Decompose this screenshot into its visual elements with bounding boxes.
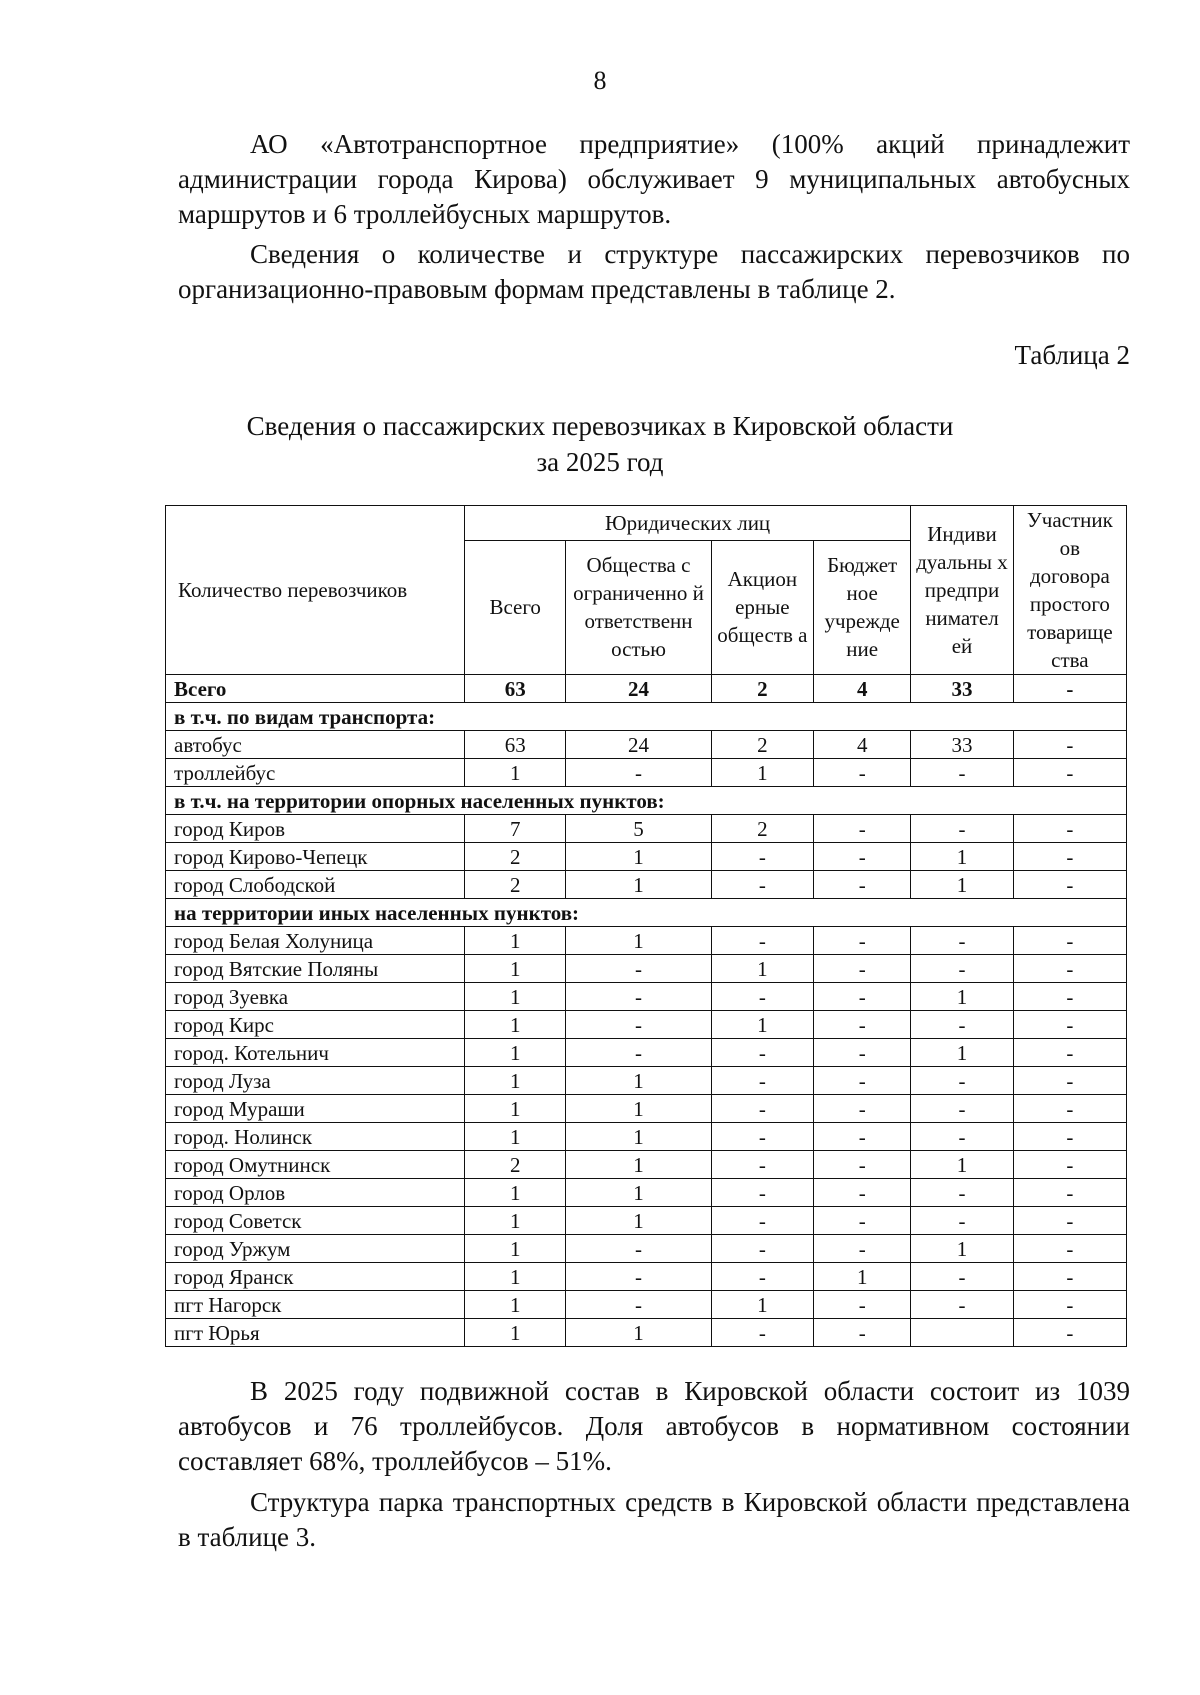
header-count: Количество перевозчиков [166,506,465,675]
table-title [0,408,1200,480]
table-cell: 4 [814,675,911,703]
row-label: город Яранск [166,1263,465,1291]
table-cell: 1 [566,1179,711,1207]
outro-paragraph-1 [178,1374,1130,1479]
table-cell: - [566,983,711,1011]
header-total: Всего [464,540,565,675]
table-cell: - [911,815,1014,843]
table-cell: - [1013,1151,1126,1179]
table-cell: 1 [911,843,1014,871]
table-cell: - [566,759,711,787]
table-cell: - [566,955,711,983]
table-row [166,1123,1127,1151]
table-cell: 1 [464,1095,565,1123]
table-cell: 1 [464,1123,565,1151]
table-cell: 1 [464,1179,565,1207]
carriers-table [165,505,1127,1347]
table-cell: 1 [566,1207,711,1235]
section-row [166,899,1127,927]
table-cell: - [1013,675,1126,703]
intro-paragraph-2-text: Сведения о количестве и структуре пассажирских перевозчиков по организационно-правовым формам представлены в таблице 2. [178,239,1130,304]
table-cell: 1 [464,1319,565,1347]
table-cell: 1 [566,1067,711,1095]
header-legal-entities: Юридических лиц [464,506,910,541]
table-cell: - [814,1095,911,1123]
section-heading: на территории иных населенных пунктов: [166,899,1127,927]
table-cell: 2 [711,675,814,703]
table-cell: 1 [464,983,565,1011]
table-cell: 1 [711,1011,814,1039]
table-cell: 5 [566,815,711,843]
table-cell: - [1013,1291,1126,1319]
table-cell: - [1013,955,1126,983]
table-cell: 33 [911,731,1014,759]
row-label: город Орлов [166,1179,465,1207]
row-label: город Мураши [166,1095,465,1123]
table-row [166,1291,1127,1319]
table-cell: 24 [566,731,711,759]
table-row [166,1319,1127,1347]
table-row [166,731,1127,759]
section-heading: в т.ч. на территории опорных населенных пунктов: [166,787,1127,815]
row-label: город Вятские Поляны [166,955,465,983]
table-cell: 2 [464,843,565,871]
table-cell: - [1013,1039,1126,1067]
table-cell: - [814,955,911,983]
table-cell: - [1013,759,1126,787]
table-cell: - [814,1319,911,1347]
table-cell: 1 [566,843,711,871]
table-cell: 63 [464,675,565,703]
row-label: пгт Юрья [166,1319,465,1347]
table-cell: - [1013,1179,1126,1207]
table-row [166,955,1127,983]
table-cell: 7 [464,815,565,843]
table-cell: - [911,1207,1014,1235]
table-cell: - [814,1207,911,1235]
section-row [166,787,1127,815]
table-cell: - [1013,927,1126,955]
table-cell: - [1013,1207,1126,1235]
table-cell: - [911,1067,1014,1095]
intro-paragraph-1 [178,127,1130,232]
table-cell: 1 [464,1039,565,1067]
table-title-line-1: Сведения о пассажирских перевозчиках в Кировской области [246,411,954,441]
section-heading: в т.ч. по видам транспорта: [166,703,1127,731]
table-row [166,983,1127,1011]
table-cell: 1 [464,1263,565,1291]
table-cell: 1 [911,1151,1014,1179]
row-label: город Слободской [166,871,465,899]
row-label: автобус [166,731,465,759]
table-cell: 1 [464,1067,565,1095]
table-cell: - [711,1179,814,1207]
header-llc: Общества с ограниченно й ответственн остью [566,540,711,675]
header-partnership-participants: Участник ов договора простого товарище ства [1013,506,1126,675]
table-row [166,927,1127,955]
table-cell: 2 [711,731,814,759]
row-label: город Советск [166,1207,465,1235]
header-jsc: Акцион ерные обществ а [711,540,814,675]
table-cell: - [711,1235,814,1263]
table-row [166,1011,1127,1039]
table-cell: - [911,927,1014,955]
header-individual-entrepreneurs: Индиви дуальны х предпри нимател ей [911,506,1014,675]
row-label: Всего [166,675,465,703]
table-row [166,1151,1127,1179]
table-cell: 2 [464,1151,565,1179]
table-title-line-2: за 2025 год [536,447,664,477]
table-cell: - [711,1207,814,1235]
table-cell: - [814,871,911,899]
table-cell: - [911,1095,1014,1123]
table-cell: 1 [911,983,1014,1011]
table-cell: - [814,1067,911,1095]
table-cell: - [711,1123,814,1151]
table-cell: 1 [566,871,711,899]
table-row [166,1235,1127,1263]
row-label: город Омутнинск [166,1151,465,1179]
table-cell: 2 [711,815,814,843]
table-cell: 1 [711,759,814,787]
row-label: город. Котельнич [166,1039,465,1067]
table-cell: 1 [911,1235,1014,1263]
row-label: город Уржум [166,1235,465,1263]
table-row [166,843,1127,871]
table-cell: 24 [566,675,711,703]
table-cell: - [1013,731,1126,759]
table-row [166,675,1127,703]
table-cell: - [814,1123,911,1151]
table-cell: - [911,955,1014,983]
table-cell: - [814,843,911,871]
table-cell: - [1013,1263,1126,1291]
table-cell: - [711,1151,814,1179]
table-cell: - [566,1291,711,1319]
table-cell: - [814,1235,911,1263]
table-cell: - [814,1179,911,1207]
row-label: город Луза [166,1067,465,1095]
table-row [166,759,1127,787]
table-cell: - [566,1039,711,1067]
table-cell: 33 [911,675,1014,703]
table-row [166,1067,1127,1095]
table-cell: - [911,1291,1014,1319]
table-row [166,1207,1127,1235]
table-cell: - [1013,815,1126,843]
row-label: троллейбус [166,759,465,787]
table-row [166,1095,1127,1123]
row-label: город Кирово-Чепецк [166,843,465,871]
table-cell: - [911,1263,1014,1291]
table-row [166,1039,1127,1067]
table-cell: - [711,927,814,955]
table-cell: 1 [566,1151,711,1179]
table-cell: - [814,1291,911,1319]
table-cell: 1 [711,1291,814,1319]
table-cell: 1 [464,927,565,955]
table-cell: - [814,1039,911,1067]
table-cell: - [711,871,814,899]
table-cell: 1 [911,1039,1014,1067]
table-cell: 1 [464,1011,565,1039]
outro-paragraph-2-text: Структура парка транспортных средств в Кировской области представлена в таблице 3. [178,1487,1130,1552]
table-cell: - [566,1235,711,1263]
table-cell: - [1013,1235,1126,1263]
table-cell: - [711,1095,814,1123]
table-cell: - [814,1011,911,1039]
table-cell: - [911,1123,1014,1151]
row-label: город Кирс [166,1011,465,1039]
table-cell: - [711,1067,814,1095]
row-label: город Киров [166,815,465,843]
table-cell: 1 [464,1291,565,1319]
row-label: пгт Нагорск [166,1291,465,1319]
page-number: 8 [593,66,607,95]
table-cell: - [711,843,814,871]
table-cell [911,1319,1014,1347]
header-budget-institution: Бюджет ное учрежде ние [814,540,911,675]
table-cell: 1 [464,955,565,983]
table-cell: - [1013,983,1126,1011]
row-label: город Зуевка [166,983,465,1011]
table-cell: - [911,759,1014,787]
table-cell: - [711,1039,814,1067]
table-cell: - [1013,1011,1126,1039]
table-cell: - [814,1151,911,1179]
table-cell: 1 [566,1095,711,1123]
table-cell: - [814,983,911,1011]
table-cell: 2 [464,871,565,899]
table-cell: - [1013,1067,1126,1095]
table-cell: 1 [464,1235,565,1263]
table-cell: 1 [566,927,711,955]
intro-paragraph-2 [178,237,1130,307]
table-row [166,1263,1127,1291]
outro-paragraph-2 [178,1485,1130,1555]
table-row [166,871,1127,899]
row-label: город. Нолинск [166,1123,465,1151]
table-cell: 1 [464,1207,565,1235]
row-label: город Белая Холуница [166,927,465,955]
table-cell: - [1013,871,1126,899]
table-cell: - [1013,1095,1126,1123]
table-cell: - [814,927,911,955]
table-cell: - [814,759,911,787]
table-cell: - [1013,1319,1126,1347]
table-cell: - [711,983,814,1011]
table-cell: - [711,1263,814,1291]
intro-paragraph-1-text: АО «Автотранспортное предприятие» (100% акций принадлежит администрации города Кирова) обслуживает 9 муниципальных автобусных маршрутов и 6 троллейбусных маршрутов. [178,129,1130,229]
table-caption: Таблица 2 [1014,340,1130,370]
table-cell: 1 [566,1319,711,1347]
table-cell: - [1013,1123,1126,1151]
section-row [166,703,1127,731]
table-cell: - [911,1011,1014,1039]
table-cell: 1 [566,1123,711,1151]
table-cell: - [814,815,911,843]
table-cell: - [566,1011,711,1039]
table-row [166,1179,1127,1207]
table-row [166,815,1127,843]
table-cell: 4 [814,731,911,759]
table-cell: 1 [464,759,565,787]
table-cell: - [566,1263,711,1291]
table-cell: 1 [711,955,814,983]
table-cell: - [711,1319,814,1347]
outro-paragraph-1-text: В 2025 году подвижной состав в Кировской области состоит из 1039 автобусов и 76 троллейбусов. Доля автобусов в нормативном состоянии составляет 68%, троллейбусов – 51%. [178,1376,1130,1476]
table-cell: 1 [814,1263,911,1291]
table-cell: 63 [464,731,565,759]
table-cell: - [911,1179,1014,1207]
table-cell: - [1013,843,1126,871]
table-cell: 1 [911,871,1014,899]
